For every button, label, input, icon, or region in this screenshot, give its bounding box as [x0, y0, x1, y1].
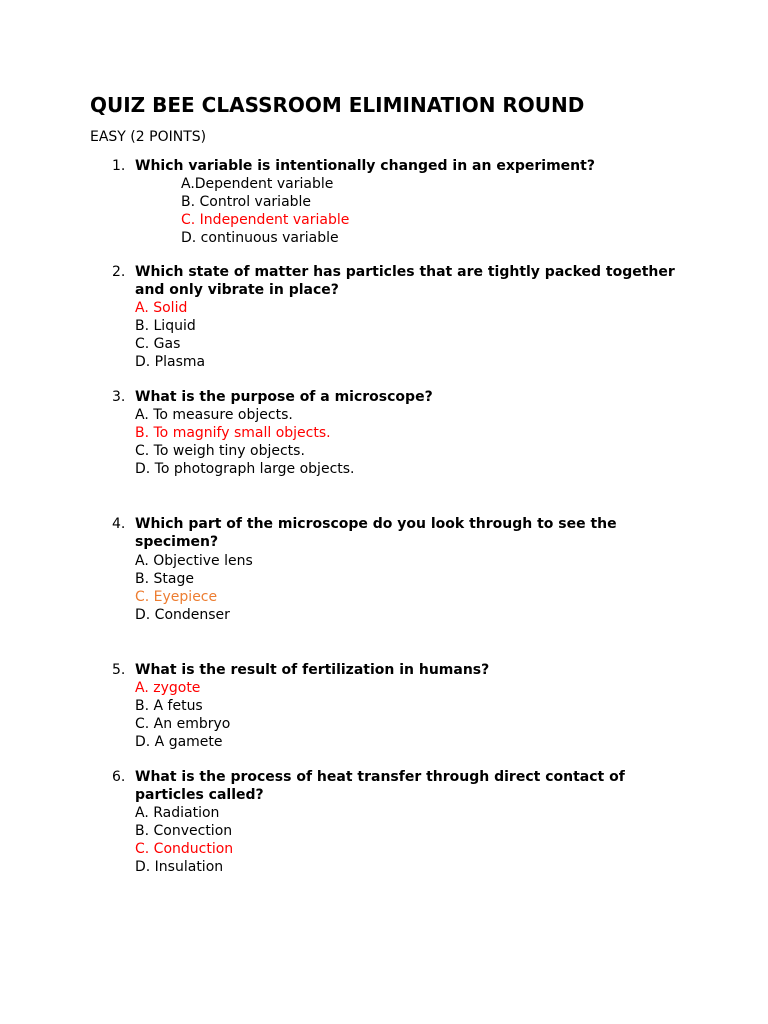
answer-option: B. A fetus: [135, 698, 203, 714]
question-number: 3.: [112, 389, 126, 405]
answer-option: B. Stage: [135, 571, 194, 587]
answer-options: [181, 175, 349, 247]
answer-option: D. continuous variable: [181, 230, 339, 246]
answer-option: C. An embryo: [135, 716, 231, 732]
answer-option: D. A gamete: [135, 734, 223, 750]
question-text: Which part of the microscope do you look through to see the specimen?: [135, 516, 617, 550]
answer-option: A. zygote: [135, 680, 201, 696]
answer-option: C. Gas: [135, 336, 181, 352]
answer-option: C. Eyepiece: [135, 589, 218, 605]
question-number: 2.: [112, 264, 126, 280]
question-number: 1.: [112, 158, 126, 174]
section-heading: EASY (2 POINTS): [90, 129, 207, 145]
answer-option: A. Objective lens: [135, 553, 253, 569]
answer-options: [135, 804, 233, 876]
answer-option: D. Insulation: [135, 859, 224, 875]
document-title: QUIZ BEE CLASSROOM ELIMINATION ROUND: [90, 93, 585, 117]
answer-options: [135, 552, 253, 624]
answer-option: A. To measure objects.: [135, 407, 293, 423]
answer-option: B. Control variable: [181, 194, 312, 210]
answer-option: A.Dependent variable: [181, 176, 334, 192]
answer-option: B. Convection: [135, 823, 233, 839]
question-number: 5.: [112, 662, 126, 678]
answer-option: C. Independent variable: [181, 212, 350, 228]
question-number: 6.: [112, 769, 126, 785]
answer-option: C. To weigh tiny objects.: [135, 443, 305, 459]
question-text: Which variable is intentionally changed in an experiment?: [135, 158, 595, 174]
answer-option: C. Conduction: [135, 841, 234, 857]
answer-options: [135, 679, 230, 751]
question-text: What is the result of fertilization in humans?: [135, 662, 490, 678]
answer-option: A. Radiation: [135, 805, 220, 821]
question-text: What is the purpose of a microscope?: [135, 389, 433, 405]
answer-option: B. Liquid: [135, 318, 196, 334]
answer-option: A. Solid: [135, 300, 188, 316]
question-text: What is the process of heat transfer through direct contact of particles called?: [135, 769, 625, 803]
answer-option: D. To photograph large objects.: [135, 461, 355, 477]
question-text: Which state of matter has particles that are tightly packed together and only vibrate in place?: [135, 264, 675, 298]
answer-option: D. Condenser: [135, 607, 230, 623]
answer-options: [135, 299, 205, 371]
question-number: 4.: [112, 516, 126, 532]
answer-option: B. To magnify small objects.: [135, 425, 331, 441]
answer-options: [135, 406, 355, 478]
answer-option: D. Plasma: [135, 354, 206, 370]
